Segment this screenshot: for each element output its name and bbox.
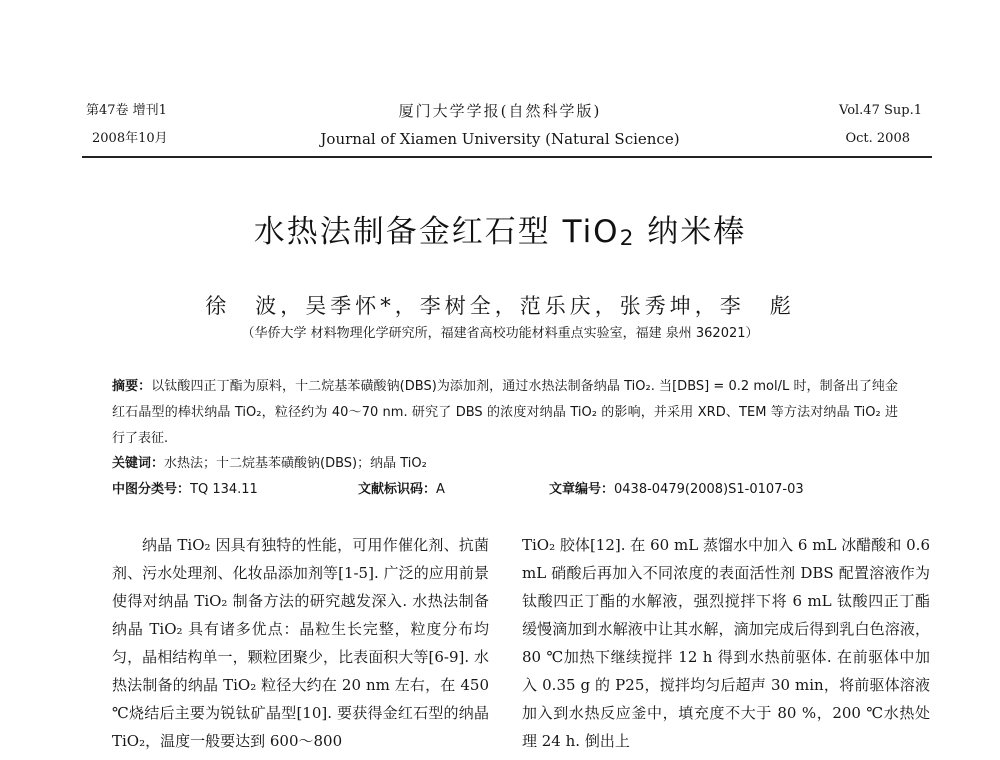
- volume-issue: 第47卷 增刊1: [86, 103, 167, 118]
- volume-supplement-english: Vol.47 Sup.1: [839, 103, 922, 118]
- body-left-paragraph: 纳晶 TiO₂ 因具有独特的性能，可用作催化剂、抗菌剂、污水处理剂、化妆品添加剂等[1-5]. 广泛的应用前景使得对纳晶 TiO₂ 制备方法的研究越发深入. 水热法制备纳晶 TiO₂ 具有诸多优点：晶粒生长完整，粒度分布均匀，晶相结构单一，颗粒团聚少，比表面积大等[6-9]. 水热法制备的纳晶 TiO₂ 粒径大约在 20 nm 左右，在 450 ℃烧结后主要为锐钛矿晶型[10]. 要获得金红石型的纳晶 TiO₂，温度一般要达到 600～800: [112, 536, 489, 750]
- body-right-column: [522, 531, 930, 755]
- abstract-label: 摘要：: [112, 379, 152, 394]
- article-number: [549, 480, 804, 500]
- title-tail: 纳米棒: [635, 214, 747, 250]
- header-rule: [82, 156, 932, 158]
- title-subscript: 2: [619, 226, 636, 251]
- article-label: 文章编号：: [549, 482, 615, 497]
- clc-value: TQ 134.11: [190, 482, 258, 497]
- doc-value: A: [436, 482, 445, 497]
- keywords-text: 水热法；十二烷基苯磺酸钠(DBS)；纳晶 TiO₂: [164, 456, 427, 471]
- author-list: 徐 波，吴季怀*，李树全，范乐庆，张秀坤，李 彪: [205, 294, 795, 318]
- abstract-text: 以钛酸四正丁酯为原料，十二烷基苯磺酸钠(DBS)为添加剂，通过水热法制备纳晶 TiO₂. 当[DBS] = 0.2 mol/L 时，制备出了纯金红石晶型的棒状纳晶 TiO₂，粒径约为 40～70 nm. 研究了 DBS 的浓度对纳晶 TiO₂ 的影响，并采用 XRD、TEM 等方法对纳晶 TiO₂ 进行了表征.: [112, 379, 898, 446]
- date-english: Oct. 2008: [845, 131, 910, 146]
- article-value: 0438-0479(2008)S1-0107-03: [614, 482, 804, 497]
- title-main: 水热法制备金红石型 TiO: [253, 214, 620, 250]
- journal-name-chinese: 厦门大学学报(自然科学版): [398, 102, 602, 120]
- keywords: [112, 454, 427, 474]
- keywords-label: 关键词：: [112, 456, 165, 471]
- document-code: [358, 480, 445, 500]
- journal-name-english: Journal of Xiamen University (Natural Science): [320, 130, 680, 148]
- paper-title: [0, 206, 1000, 251]
- abstract: [112, 374, 898, 452]
- body-left-column: [112, 531, 489, 755]
- clc-number: [112, 480, 258, 500]
- clc-label: 中图分类号：: [112, 482, 191, 497]
- affiliation: （华侨大学 材料物理化学研究所，福建省高校功能材料重点实验室，福建 泉州 362021）: [241, 326, 759, 341]
- doc-label: 文献标识码：: [358, 482, 437, 497]
- publication-date: 2008年10月: [92, 131, 168, 146]
- body-right-paragraph: TiO₂ 胶体[12]. 在 60 mL 蒸馏水中加入 6 mL 冰醋酸和 0.6 mL 硝酸后再加入不同浓度的表面活性剂 DBS 配置溶液作为钛酸四正丁酯的水解液，强烈搅拌下将 6 mL 钛酸四正丁酯缓慢滴加到水解液中让其水解，滴加完成后得到乳白色溶液，80 ℃加热下继续搅拌 12 h 得到水热前驱体. 在前驱体中加入 0.35 g 的 P25，搅拌均匀后超声 30 min，将前驱体溶液加入到水热反应釜中，填充度不大于 80 %，200 ℃水热处理 24 h. 倒出上: [522, 536, 930, 750]
